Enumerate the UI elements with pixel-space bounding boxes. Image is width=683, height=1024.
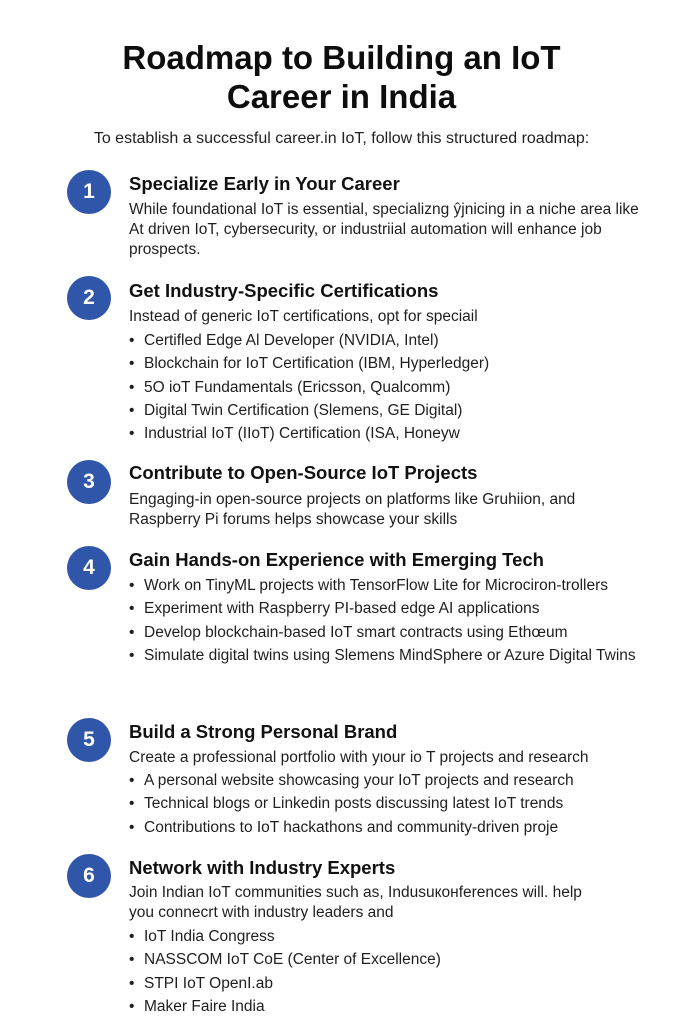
list-item: • NASSCOM IoT CoE (Center of Excellence)	[129, 950, 644, 969]
step-number-badge: 4	[67, 546, 111, 590]
list-item: • Industrial IoT (IIoT) Certification (ISA, Honeyw	[129, 424, 644, 443]
list-item: • Work on TinyML projects with TensorFlow Lite for Microciron-trollers	[129, 576, 644, 595]
step-heading: Specialize Early in Your Career	[129, 173, 400, 194]
step-number-badge: 2	[67, 276, 111, 320]
list-item: • STPI IoT OpenI.ab	[129, 974, 644, 993]
list-item: • Certifled Edge Al Developer (NVIDIA, Intel)	[129, 331, 644, 350]
step-number-badge: 1	[67, 170, 111, 214]
list-item: • Maker Faire India	[129, 997, 644, 1016]
list-item: • 5O ioT Fundamentals (Ericsson, Qualcomm)	[129, 378, 644, 397]
step-bullet-list	[129, 331, 644, 447]
intro-text: To establish a successful career.in IoT, follow this structured roadmap:	[93, 130, 590, 147]
list-item: • IoT India Congress	[129, 927, 644, 946]
step-bullet-list	[129, 771, 644, 841]
list-item: • Experiment with Raspberry PI-based edge AI applications	[129, 599, 644, 618]
step-description: While foundational IoT is essential, specializng ŷjnicing in a niche area like At driven IoT, cybersecurity, or industriial automation will enhance job prospects.	[129, 201, 639, 258]
step-description: Engaging-in open-source projects on platforms like Gruhiion, and Raspberry Pi forums helps showcase your skills	[129, 491, 576, 528]
step-description: Instead of generic IoT certifications, opt for speciail	[129, 308, 478, 325]
list-item: • Develop blockchain-based IoT smart contracts using Ethœum	[129, 623, 644, 642]
list-item: • Digital Twin Certification (Slemens, GE Digital)	[129, 401, 644, 420]
title-line-1: Roadmap to Building an IoT	[122, 39, 561, 76]
step-heading: Build a Strong Personal Brand	[129, 721, 398, 742]
step-description: Join Indian IoT communities such as, Indusuконferences will. help you connecrt with industry leaders and	[129, 884, 582, 921]
list-item: • Simulate digital twins using Slemens MindSphere or Azure Digital Twins	[129, 646, 644, 665]
step-bullet-list	[129, 576, 644, 669]
step-heading: Contribute to Open-Source IoT Projects	[129, 462, 478, 483]
list-item: • Contributions to IoT hackathons and community-driven proje	[129, 818, 644, 837]
list-item: • Blockchain for IoT Certification (IBM, Hyperledger)	[129, 354, 644, 373]
step-bullet-list	[129, 927, 644, 1020]
step-number-badge: 3	[67, 460, 111, 504]
step-heading: Network with Industry Experts	[129, 857, 396, 878]
list-item: • A personal website showcasing your IoT projects and research	[129, 771, 644, 790]
title-line-2: Career in India	[226, 78, 457, 115]
step-description: Create a professional portfolio with yιour io T projects and research	[129, 749, 589, 766]
page-title	[40, 38, 643, 116]
step-heading: Gain Hands-on Experience with Emerging Tech	[129, 549, 544, 570]
step-number-badge: 6	[67, 854, 111, 898]
list-item: • Technical blogs or Linkedin posts discussing latest IoT trends	[129, 794, 644, 813]
step-number-badge: 5	[67, 718, 111, 762]
step-heading: Get Industry-Specific Certifications	[129, 280, 439, 301]
